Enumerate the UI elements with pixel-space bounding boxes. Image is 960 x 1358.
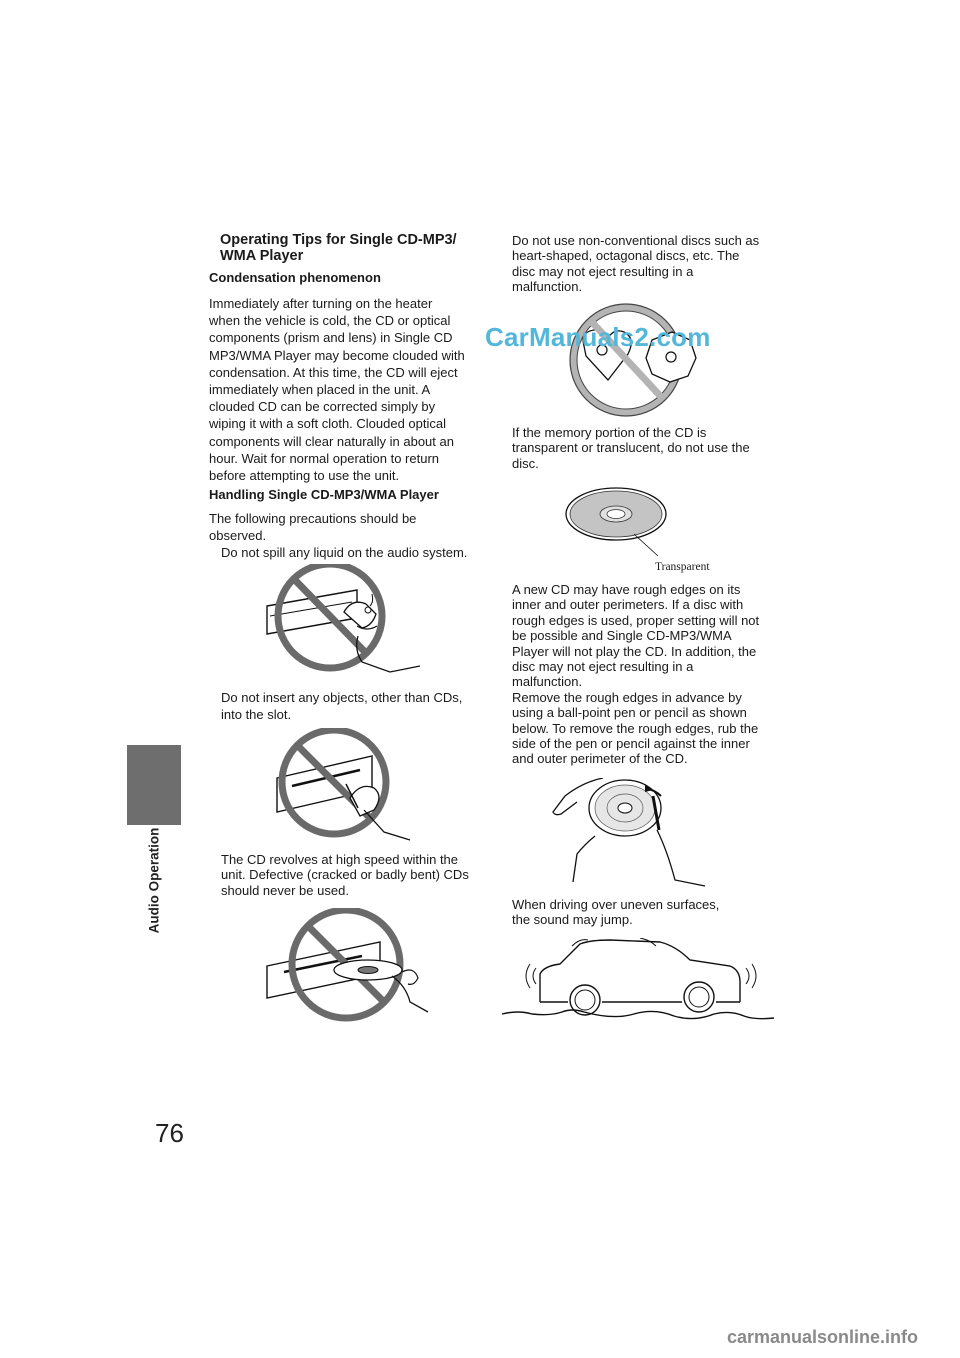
text-line: inner and outer perimeters. If a disc with	[512, 597, 744, 613]
text-line: condensation. At this time, the CD will eject	[209, 364, 458, 380]
nonconventional-paragraph	[512, 233, 759, 295]
text-line: disc may not eject resulting in a	[512, 263, 694, 279]
text-line: The CD revolves at high speed within the	[221, 852, 459, 867]
text-line: unit. Defective (cracked or badly bent) CDs	[221, 867, 469, 883]
text-line: components (prism and lens) in Single CD	[209, 330, 453, 346]
no-liquid-illustration	[262, 564, 422, 689]
text-line: immediately when placed in the unit. A	[209, 382, 431, 398]
text-line: using a ball-point pen or pencil as shown	[512, 705, 747, 721]
no-objects-illustration	[272, 728, 417, 848]
text-line: the sound may jump.	[512, 912, 633, 928]
text-line: malfunction.	[512, 674, 583, 690]
text-line: below. To remove the rough edges, rub the	[512, 720, 759, 736]
text-line: The following precautions should be	[209, 511, 417, 526]
text-line: and outer perimeter of the CD.	[512, 751, 688, 767]
car-on-uneven-road-illustration	[500, 938, 775, 1023]
uneven-surface-paragraph	[512, 897, 719, 928]
tip-defective	[221, 852, 469, 898]
section-title	[220, 232, 490, 264]
text-line: when the vehicle is cold, the CD or optical	[209, 313, 451, 329]
handling-heading: Handling Single CD-MP3/WMA Player	[209, 487, 439, 502]
no-defective-cd-illustration	[262, 908, 432, 1023]
text-line: hour. Wait for normal operation to return	[209, 450, 440, 466]
text-line: Do not insert any objects, other than CDs,	[221, 690, 463, 705]
text-line: When driving over uneven surfaces,	[512, 897, 720, 912]
text-line: MP3/WMA Player may become clouded with	[209, 347, 465, 363]
text-line: before attempting to use the unit.	[209, 468, 400, 484]
transparent-caption: Transparent	[655, 561, 710, 573]
text-line: Player will not play the CD. In addition, the	[512, 643, 757, 659]
section-title-line-2: WMA Player	[220, 248, 304, 264]
text-line: A new CD may have rough edges on its	[512, 582, 741, 597]
text-line: should never be used.	[221, 882, 349, 898]
no-odd-shaped-discs-illustration	[560, 300, 705, 420]
footer-url[interactable]: carmanualsonline.info	[726, 1327, 918, 1347]
text-line: clouded CD can be corrected simply by	[209, 399, 436, 415]
section-title-line-1: Operating Tips for Single CD-MP3/	[220, 232, 457, 248]
chapter-tab-label-box	[142, 827, 166, 933]
tip-objects	[221, 689, 462, 723]
text-line: side of the pen or pencil against the inner	[512, 736, 750, 752]
chapter-tab	[127, 745, 181, 825]
tip-liquid: Do not spill any liquid on the audio system.	[221, 545, 468, 560]
text-line: disc may not eject resulting in a	[512, 659, 694, 675]
text-line: observed.	[209, 528, 267, 544]
deburring-disc-illustration	[545, 778, 730, 890]
text-line: malfunction.	[512, 279, 583, 295]
condensation-paragraph	[209, 295, 465, 484]
transparent-paragraph	[512, 425, 750, 471]
text-line: be possible and Single CD-MP3/WMA	[512, 628, 732, 644]
text-line: rough edges is used, proper setting will not	[512, 612, 760, 628]
text-line: wiping it with a soft cloth. Clouded optical	[209, 416, 447, 432]
rough-edges-paragraph	[512, 582, 759, 767]
condensation-heading: Condensation phenomenon	[209, 270, 381, 285]
text-line: components will clear naturally in about an	[209, 433, 454, 449]
text-line: Do not use non-conventional discs such as	[512, 233, 760, 248]
text-line: Remove the rough edges in advance by	[512, 689, 742, 705]
text-line: If the memory portion of the CD is	[512, 425, 707, 440]
watermark-text: CarManuals2.com	[485, 322, 711, 352]
handling-intro	[209, 510, 416, 544]
text-line: Immediately after turning on the heater	[209, 296, 433, 311]
text-line: transparent or translucent, do not use the	[512, 440, 750, 456]
text-line: heart-shaped, octagonal discs, etc. The	[512, 248, 740, 264]
text-line: into the slot.	[221, 707, 292, 723]
page-number: 76	[155, 1118, 184, 1148]
text-line: disc.	[512, 455, 539, 471]
chapter-tab-label: Audio Operation	[146, 827, 162, 933]
